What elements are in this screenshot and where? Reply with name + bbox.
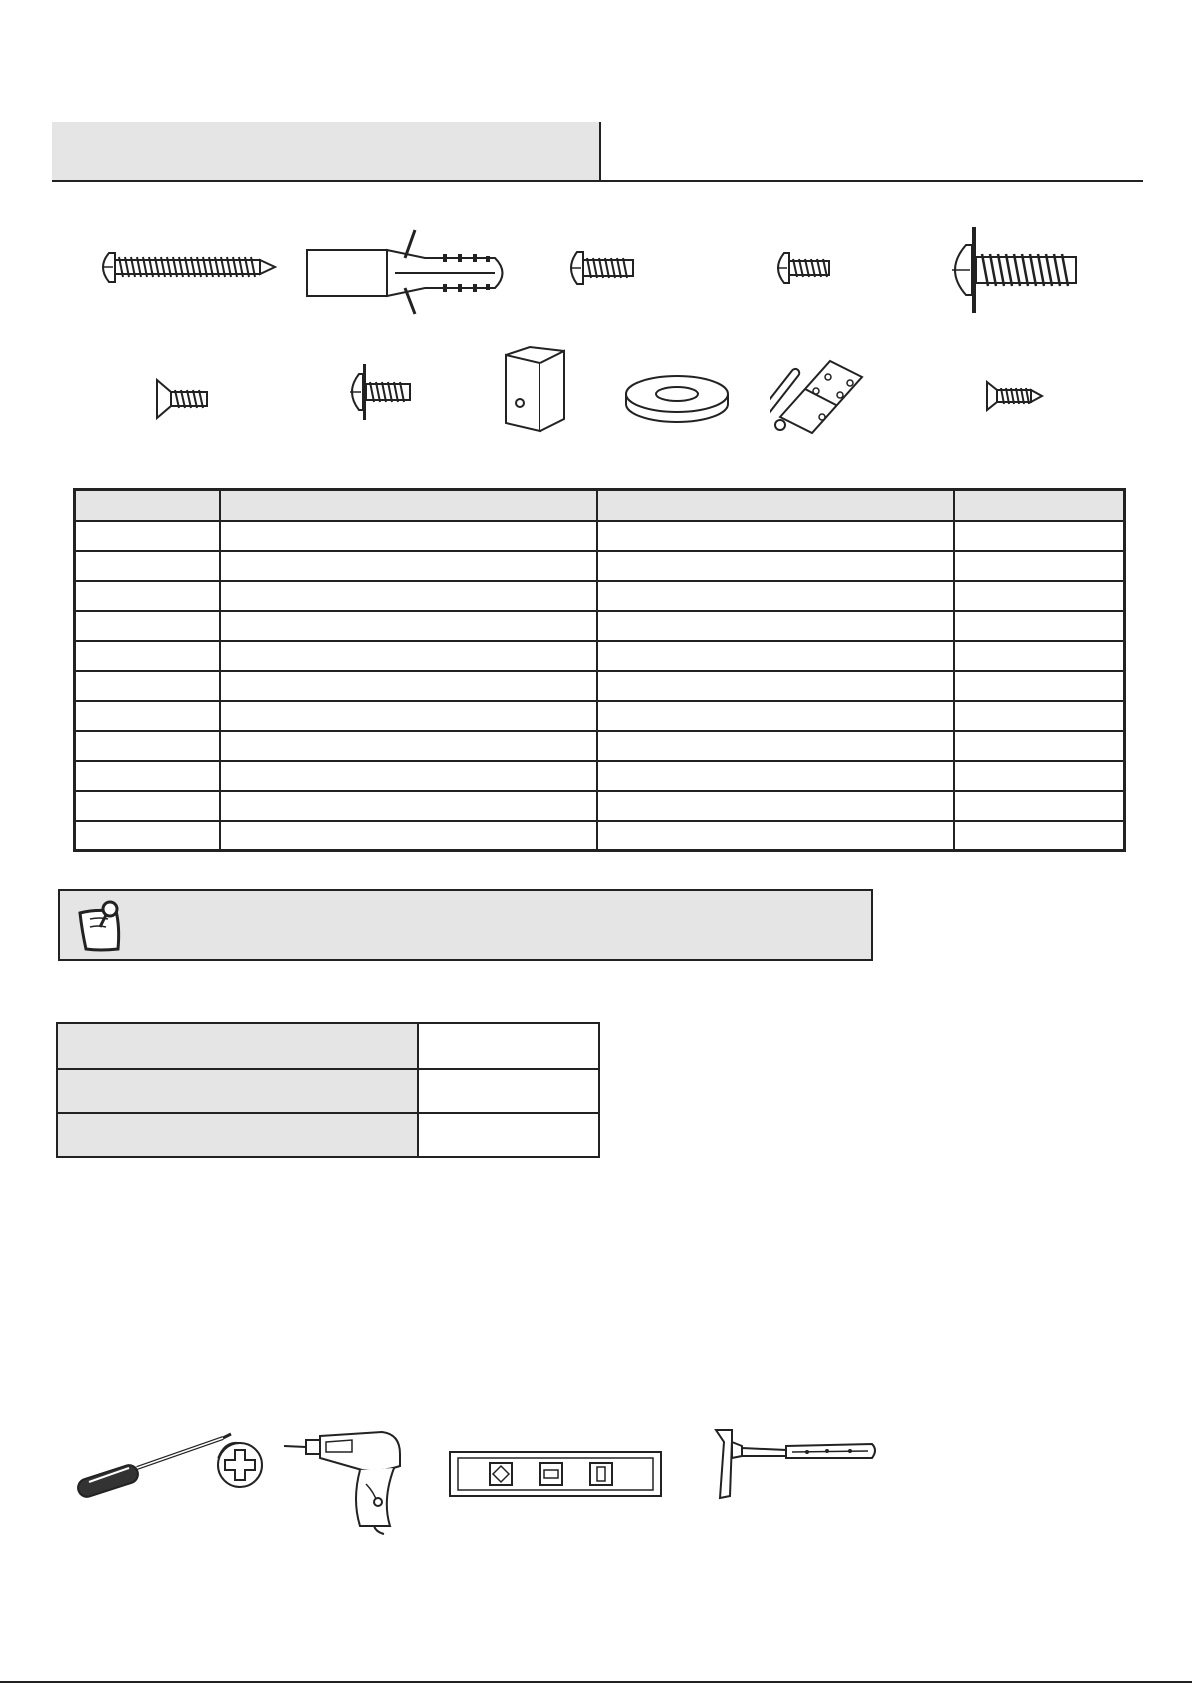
table-cell: [597, 521, 954, 551]
table-cell: [597, 551, 954, 581]
wood-screw-icon: [985, 378, 1045, 414]
table-cell: [597, 791, 954, 821]
table-row: [75, 611, 1125, 641]
table-cell: [75, 731, 221, 761]
table-cell: [597, 581, 954, 611]
table-cell: [220, 701, 597, 731]
hammer-icon: [712, 1428, 878, 1500]
table-cell: [954, 581, 1125, 611]
table-cell: [75, 701, 221, 731]
spec-row: [58, 1024, 598, 1068]
table-cell: [954, 701, 1125, 731]
table-cell: [75, 551, 221, 581]
table-cell: [954, 731, 1125, 761]
table-row: [75, 731, 1125, 761]
spec-value: [419, 1024, 598, 1068]
hinge-icon: [770, 355, 870, 435]
table-header-cell: [220, 490, 597, 521]
table-cell: [220, 581, 597, 611]
table-cell: [597, 641, 954, 671]
l-bracket-icon: [500, 345, 568, 433]
table-row: [75, 641, 1125, 671]
table-cell: [75, 641, 221, 671]
table-header-cell: [954, 490, 1125, 521]
table-cell: [597, 611, 954, 641]
table-cell: [220, 731, 597, 761]
table-cell: [220, 611, 597, 641]
footer-divider: [0, 1681, 1192, 1683]
table-cell: [220, 821, 597, 851]
table-header-row: [75, 490, 1125, 521]
flange-bolt-icon: [942, 225, 1082, 315]
note-box: [58, 889, 873, 961]
flat-head-screw-icon: [155, 378, 210, 420]
table-cell: [597, 701, 954, 731]
hardware-table: [73, 488, 1126, 852]
table-cell: [75, 521, 221, 551]
table-cell: [954, 791, 1125, 821]
table-cell: [954, 641, 1125, 671]
table-header-cell: [75, 490, 221, 521]
short-screw-icon: [565, 248, 637, 288]
table-row: [75, 551, 1125, 581]
spec-row: [58, 1112, 598, 1156]
spec-value: [419, 1070, 598, 1112]
table-row: [75, 701, 1125, 731]
table-row: [75, 671, 1125, 701]
spec-label: [58, 1070, 419, 1112]
spec-row: [58, 1068, 598, 1112]
table-row: [75, 581, 1125, 611]
table-cell: [954, 551, 1125, 581]
table-cell: [954, 761, 1125, 791]
header-divider: [52, 180, 1143, 182]
wall-anchor-icon: [305, 228, 515, 316]
table-cell: [75, 821, 221, 851]
note-pin-icon: [74, 897, 130, 955]
table-row: [75, 791, 1125, 821]
spec-label: [58, 1114, 419, 1156]
specifications-table: [56, 1022, 600, 1158]
power-drill-icon: [282, 1430, 412, 1535]
table-cell: [220, 761, 597, 791]
table-cell: [954, 821, 1125, 851]
small-screw-icon: [772, 250, 832, 286]
section-header: [52, 122, 601, 181]
table-cell: [597, 821, 954, 851]
table-cell: [220, 791, 597, 821]
table-header-cell: [597, 490, 954, 521]
phillips-screwdriver-icon: [75, 1410, 265, 1500]
table-cell: [597, 761, 954, 791]
table-row: [75, 821, 1125, 851]
round-head-screw-icon: [345, 362, 413, 422]
table-cell: [75, 581, 221, 611]
spec-value: [419, 1114, 598, 1156]
table-cell: [220, 551, 597, 581]
table-cell: [75, 791, 221, 821]
washer-icon: [624, 374, 730, 424]
table-cell: [220, 521, 597, 551]
table-row: [75, 521, 1125, 551]
spec-label: [58, 1024, 419, 1068]
table-cell: [220, 671, 597, 701]
table-row: [75, 761, 1125, 791]
table-cell: [220, 641, 597, 671]
table-cell: [75, 611, 221, 641]
table-cell: [597, 731, 954, 761]
table-cell: [954, 611, 1125, 641]
level-icon: [448, 1450, 663, 1498]
table-cell: [954, 521, 1125, 551]
table-cell: [597, 671, 954, 701]
table-cell: [954, 671, 1125, 701]
long-screw-icon: [95, 245, 280, 290]
table-cell: [75, 671, 221, 701]
table-cell: [75, 761, 221, 791]
